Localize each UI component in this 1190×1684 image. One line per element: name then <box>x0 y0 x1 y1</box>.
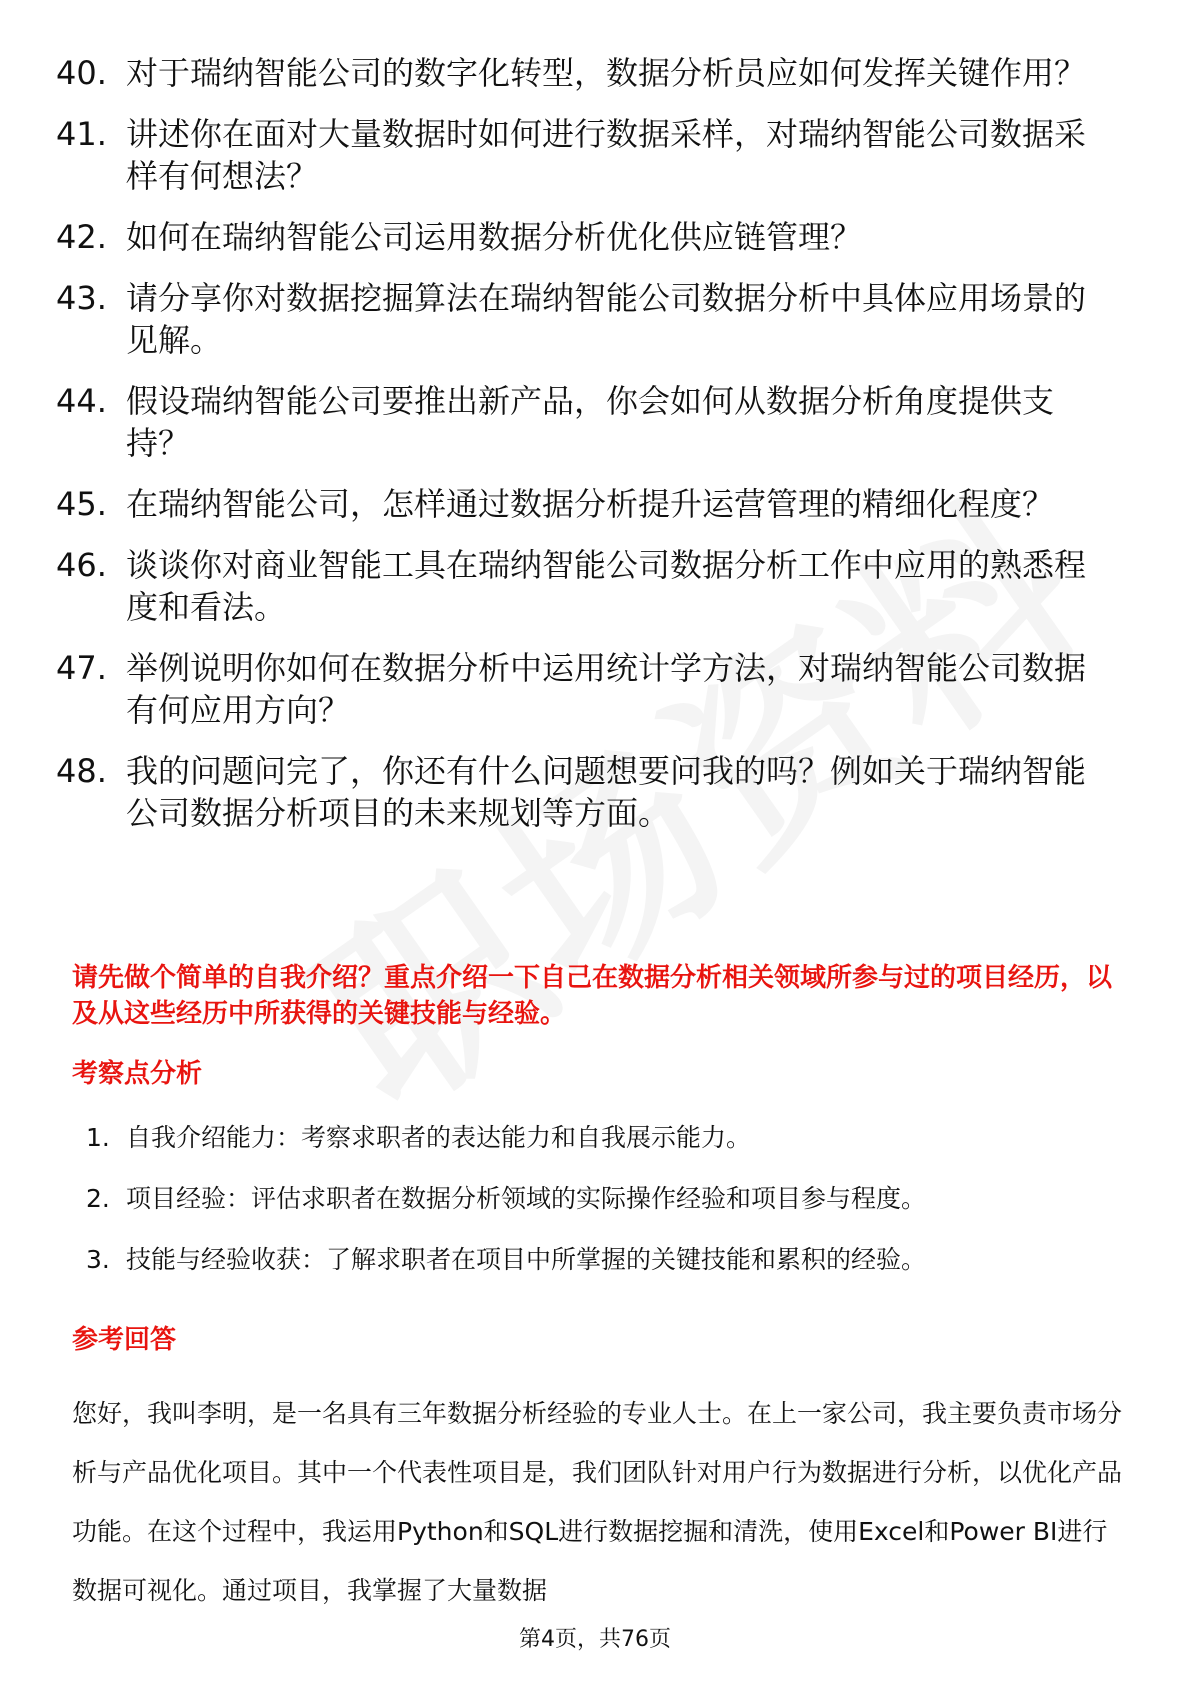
item-text: 谈谈你对商业智能工具在瑞纳智能公司数据分析工作中应用的熟悉程度和看法。 <box>126 546 1087 626</box>
item-number: 48. <box>56 752 107 790</box>
reference-answer: 您好，我叫李明，是一名具有三年数据分析经验的专业人士。在上一家公司，我主要负责市场分析与产品优化项目。其中一个代表性项目是，我们团队针对用户行为数据进行分析，以优化产品功能。在这个过程中，我运用Python和SQL进行数据挖掘和清洗，使用Excel和Power BI进行数据可视化。通过项目，我掌握了大量数据 <box>72 1399 1123 1605</box>
item-number: 47. <box>56 649 107 687</box>
item-text: 假设瑞纳智能公司要推出新产品，你会如何从数据分析角度提供支持？ <box>126 382 1055 462</box>
list-item <box>56 544 1116 628</box>
main-question: 请先做个简单的自我介绍？重点介绍一下自己在数据分析相关领域所参与过的项目经历，以及从这些经历中所获得的关键技能与经验。 <box>72 963 1113 1029</box>
list-item <box>56 216 1116 258</box>
item-text: 举例说明你如何在数据分析中运用统计学方法，对瑞纳智能公司数据有何应用方向？ <box>126 649 1087 729</box>
list-item <box>56 380 1116 464</box>
item-number: 1. <box>86 1123 110 1152</box>
item-number: 2. <box>86 1184 110 1213</box>
analysis-list <box>86 1120 1116 1303</box>
item-text: 请分享你对数据挖掘算法在瑞纳智能公司数据分析中具体应用场景的见解。 <box>126 279 1087 359</box>
analysis-heading: 考察点分析 <box>72 1059 203 1089</box>
list-item <box>86 1181 1116 1217</box>
item-number: 43. <box>56 279 107 317</box>
item-text: 技能与经验收获：了解求职者在项目中所掌握的关键技能和累积的经验。 <box>126 1245 927 1274</box>
item-number: 44. <box>56 382 107 420</box>
item-number: 46. <box>56 546 107 584</box>
item-text: 对于瑞纳智能公司的数字化转型，数据分析员应如何发挥关键作用？ <box>126 54 1087 92</box>
item-number: 41. <box>56 115 107 153</box>
list-item <box>56 277 1116 361</box>
item-text: 讲述你在面对大量数据时如何进行数据采样，对瑞纳智能公司数据采样有何想法？ <box>126 115 1087 195</box>
item-text: 我的问题问完了，你还有什么问题想要问我的吗？例如关于瑞纳智能公司数据分析项目的未来规划等方面。 <box>126 752 1087 832</box>
list-item <box>56 647 1116 731</box>
list-item <box>56 113 1116 197</box>
item-text: 如何在瑞纳智能公司运用数据分析优化供应链管理？ <box>126 218 863 256</box>
item-text: 在瑞纳智能公司，怎样通过数据分析提升运营管理的精细化程度？ <box>126 485 1055 523</box>
list-item <box>56 750 1116 834</box>
item-number: 3. <box>86 1245 110 1274</box>
list-item <box>56 52 1116 94</box>
item-text: 自我介绍能力：考察求职者的表达能力和自我展示能力。 <box>126 1123 752 1152</box>
item-number: 40. <box>56 54 107 92</box>
list-item <box>86 1242 1116 1278</box>
reference-heading: 参考回答 <box>72 1325 177 1355</box>
item-number: 42. <box>56 218 107 256</box>
list-item <box>86 1120 1116 1156</box>
question-list <box>56 52 1116 853</box>
list-item <box>56 483 1116 525</box>
item-text: 项目经验：评估求职者在数据分析领域的实际操作经验和项目参与程度。 <box>126 1184 927 1213</box>
page-footer: 第4页，共76页 <box>519 1627 671 1652</box>
item-number: 45. <box>56 485 107 523</box>
